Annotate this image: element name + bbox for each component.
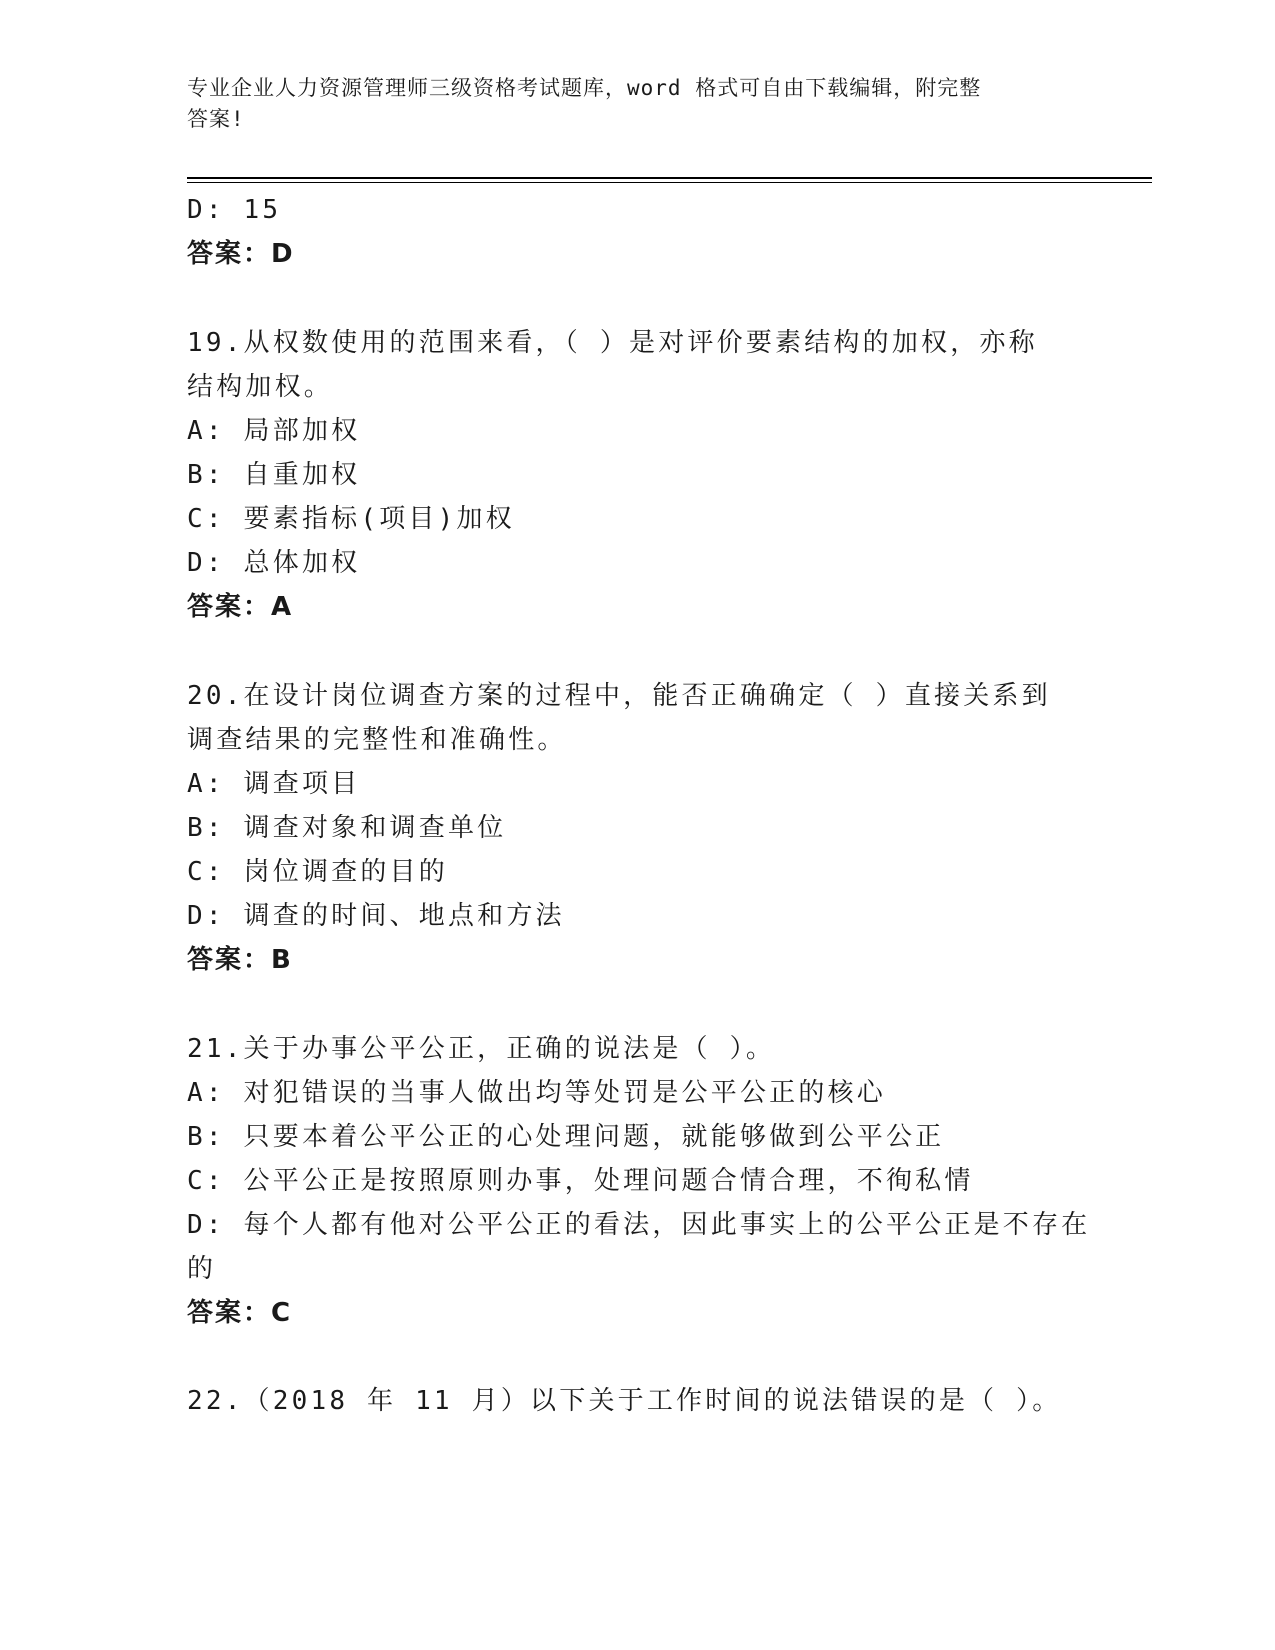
- q22-stem-line-1: 22.（2018 年 11 月）以下关于工作时间的说法错误的是（ ）。: [187, 1386, 1062, 1416]
- header-line-2: 答案!: [187, 107, 245, 131]
- q20-option-d: D: 调查的时间、地点和方法: [187, 901, 565, 931]
- page-header: [187, 73, 1067, 135]
- q21-option-c: C: 公平公正是按照原则办事，处理问题合情合理，不徇私情: [187, 1166, 974, 1196]
- header-rule-thick: [187, 177, 1152, 179]
- q20-answer: 答案：B: [187, 945, 293, 975]
- q21-stem-line-1: 21.关于办事公平公正，正确的说法是（ ）。: [187, 1034, 776, 1064]
- q19-option-a: A: 局部加权: [187, 416, 361, 446]
- q20-option-b: B: 调查对象和调查单位: [187, 813, 507, 843]
- header-rule-thin: [187, 182, 1152, 183]
- q19-stem-line-2: 结构加权。: [187, 372, 334, 402]
- q20-stem-line-1: 20.在设计岗位调查方案的过程中，能否正确确定（ ）直接关系到: [187, 681, 1051, 711]
- q21-option-d-continued: 的: [187, 1254, 217, 1284]
- q21-answer: 答案：C: [187, 1298, 293, 1328]
- q20-option-a: A: 调查项目: [187, 769, 361, 799]
- header-line-1: 专业企业人力资源管理师三级资格考试题库，word 格式可自由下载编辑，附完整: [187, 76, 982, 100]
- q19-option-b: B: 自重加权: [187, 460, 361, 490]
- prev-answer: 答案：D: [187, 239, 295, 269]
- q19-stem-line-1: 19.从权数使用的范围来看，（ ）是对评价要素结构的加权，亦称: [187, 328, 1038, 358]
- q21-option-d: D: 每个人都有他对公平公正的看法，因此事实上的公平公正是不存在: [187, 1210, 1091, 1240]
- q20-option-c: C: 岗位调查的目的: [187, 857, 448, 887]
- q20-stem-line-2: 调查结果的完整性和准确性。: [187, 725, 567, 755]
- q19-option-d: D: 总体加权: [187, 548, 361, 578]
- q21-option-a: A: 对犯错误的当事人做出均等处罚是公平公正的核心: [187, 1078, 886, 1108]
- q19-option-c: C: 要素指标(项目)加权: [187, 504, 515, 534]
- q19-answer: 答案：A: [187, 592, 294, 622]
- prev-option-d: D: 15: [187, 195, 282, 225]
- q21-option-b: B: 只要本着公平公正的心处理问题，就能够做到公平公正: [187, 1122, 945, 1152]
